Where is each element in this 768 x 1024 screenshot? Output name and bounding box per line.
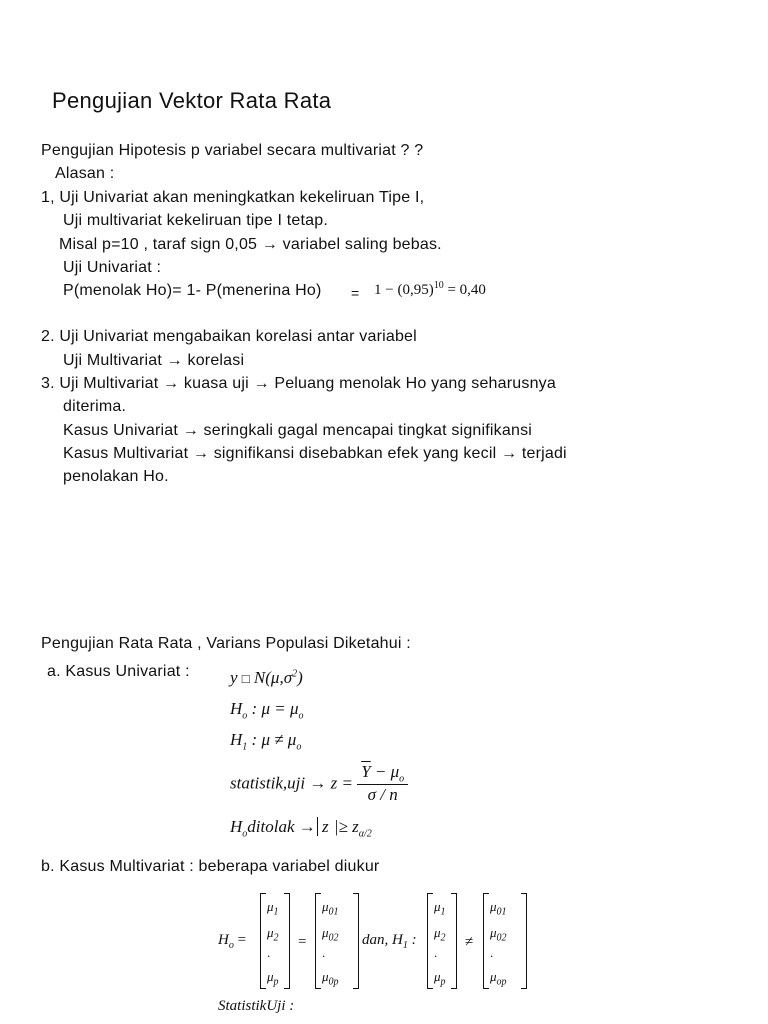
text-line: 1, Uji Univariat akan meningkatkan kekeliruan Tipe I, — [41, 189, 425, 206]
equals-sign: = — [298, 934, 307, 950]
vector-mu0: $\mu_{01}$ $\mu_{02}$ . $\mu_{0p}$ — [315, 893, 359, 989]
formula-distribution: y □ $N(\mu,\sigma^2)$ — [230, 668, 303, 687]
text-line: P(menolak Ho)= 1- P(menerina Ho) — [63, 282, 322, 299]
statistik-uji-label: StatistikUji : — [218, 998, 295, 1014]
not-equal-sign: ≠ — [465, 934, 474, 950]
formula-h0: $H_o$ : $\mu = \mu_o$ — [230, 699, 304, 722]
page-title: Pengujian Vektor Rata Rata — [52, 88, 332, 113]
formula-test-statistic: statistik,uji → z = $\frac{\overline{Y} - \mu_o}{\sigma / n}$ — [230, 762, 408, 805]
formula-equals: = — [351, 285, 360, 301]
vector-mu: $\mu_1$ $\mu_2$ . $\mu_p$ — [260, 893, 290, 989]
text-line: 3. Uji Multivariat → kuasa uji → Peluang menolak Ho yang seharusnya — [41, 375, 556, 392]
vector-mu0-h1: $\mu_{01}$ $\mu_{02}$ . $\mu_{op}$ — [483, 893, 527, 989]
formula-h1: $H_1$ : $\mu \ne \mu_o$ — [230, 730, 302, 753]
section-heading: Pengujian Rata Rata , Varians Populasi Diketahui : — [41, 635, 411, 652]
dan-h1-label: dan, $H_1$ : — [362, 932, 417, 951]
vector-mu-h1: $\mu_1$ $\mu_2$ . $\mu_p$ — [427, 893, 457, 989]
text-line: diterima. — [63, 398, 127, 415]
text-line: Kasus Univariat → seringkali gagal mencapai tingkat signifikansi — [63, 422, 533, 439]
text-line: Kasus Multivariat → signifikansi disebabkan efek yang kecil → terjadi — [63, 445, 567, 462]
case-b-label: b. Kasus Multivariat : beberapa variabel diukur — [41, 858, 380, 875]
text-line: Alasan : — [55, 165, 115, 182]
ho-label: $H_o$ = — [218, 932, 247, 951]
formula-rejection: $H_oditolak \to z$ |≥ $z_{\alpha/2}$ — [230, 817, 372, 840]
text-line: Pengujian Hipotesis p variabel secara multivariat ? ? — [41, 142, 424, 159]
text-line: Uji Multivariat → korelasi — [63, 352, 245, 369]
case-a-label: a. Kasus Univariat : — [47, 663, 190, 680]
text-line: 2. Uji Univariat mengabaikan korelasi antar variabel — [41, 328, 417, 345]
text-line: Uji multivariat kekeliruan tipe I tetap. — [63, 212, 328, 229]
fraction: $\frac{\overline{Y} - \mu_o}{\sigma / n}$ — [357, 762, 408, 805]
text-line: penolakan Ho. — [63, 468, 169, 485]
text-line: Misal p=10 , taraf sign 0,05 → variabel saling bebas. — [59, 236, 442, 253]
formula-probability: $1 - (0,95)^{10} = 0,40$ — [374, 280, 486, 298]
text-line: Uji Univariat : — [63, 259, 162, 276]
